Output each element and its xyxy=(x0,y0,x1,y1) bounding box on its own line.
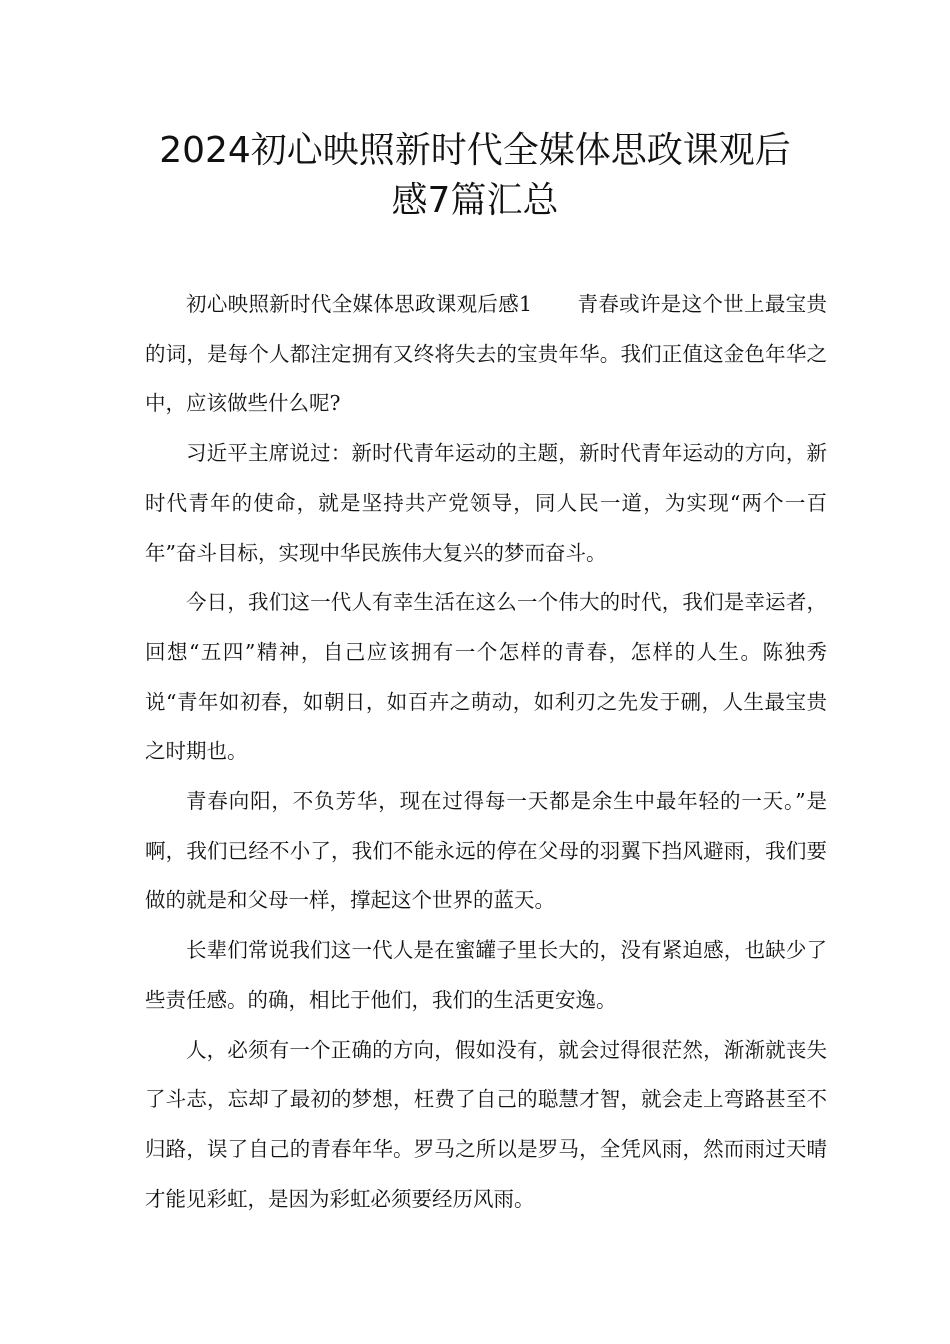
paragraph-5: 长辈们常说我们这一代人是在蜜罐子里长大的，没有紧迫感，也缺少了些责任感。的确，相比于他们，我们的生活更安逸。 xyxy=(145,938,827,1012)
paragraph-4: 青春向阳，不负芳华，现在过得每一天都是余生中最年轻的一天。”是啊，我们已经不小了，我们不能永远的停在父母的羽翼下挡风避雨，我们要做的就是和父母一样，撑起这个世界的蓝天。 xyxy=(145,789,827,913)
paragraph-1 xyxy=(145,280,827,429)
section-heading: 初心映照新时代全媒体思政课观后感1 xyxy=(186,292,533,316)
paragraph-6: 人，必须有一个正确的方向，假如没有，就会过得很茫然，渐渐就丧失了斗志，忘却了最初的梦想，枉费了自己的聪慧才智，就会走上弯路甚至不归路，误了自己的青春年华。罗马之所以是罗马，全凭风雨，然而雨过天晴才能见彩虹，是因为彩虹必须要经历风雨。 xyxy=(145,1037,827,1211)
paragraph-2: 习近平主席说过：新时代青年运动的主题，新时代青年运动的方向，新时代青年的使命，就是坚持共产党领导，同人民一道，为实现“两个一百年”奋斗目标，实现中华民族伟大复兴的梦而奋斗。 xyxy=(145,441,827,565)
document-title-line-1: 2024初心映照新时代全媒体思政课观后 xyxy=(159,130,791,171)
paragraph-3: 今日，我们这一代人有幸生活在这么一个伟大的时代，我们是幸运者，回想“五四”精神，自己应该拥有一个怎样的青春，怎样的人生。陈独秀说“青年如初春，如朝日，如百卉之萌动，如利刃之先发于硎，人生最宝贵之时期也。 xyxy=(145,590,827,764)
paragraph-text: 青春或许是这个世上最宝贵的词，是每个人都注定拥有又终将失去的宝贵年华。我们正值这金色年华之中，应该做些什么呢? xyxy=(145,292,827,416)
document-title-line-2: 感7篇汇总 xyxy=(391,180,559,221)
document-body xyxy=(145,280,827,1224)
document-title xyxy=(110,126,840,226)
